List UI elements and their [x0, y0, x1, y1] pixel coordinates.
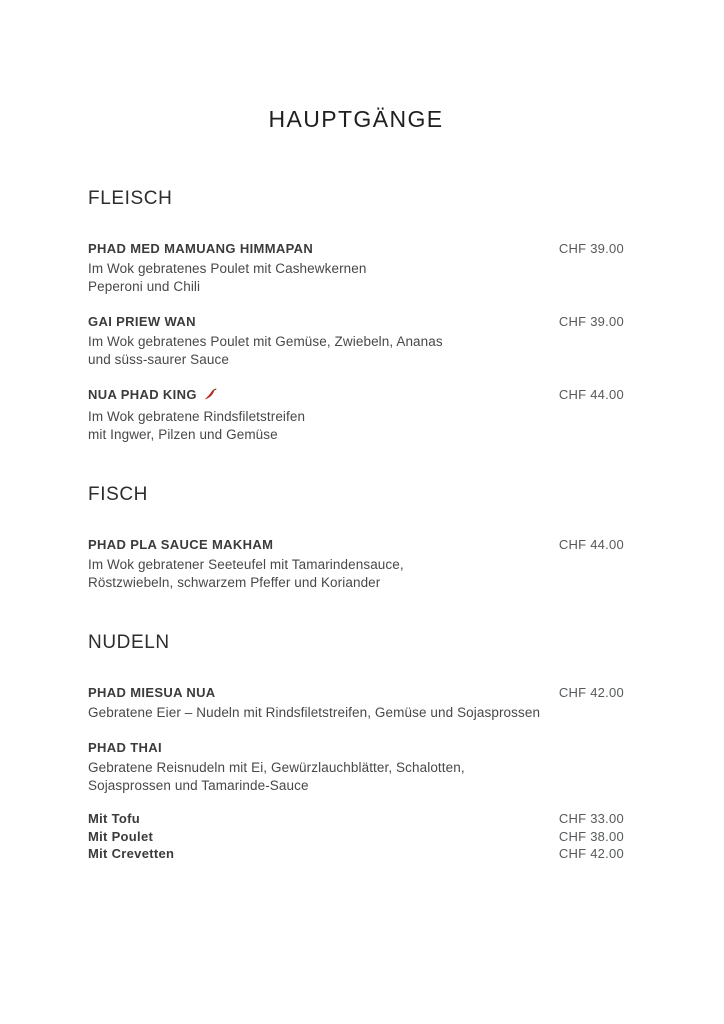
item-name [88, 739, 162, 757]
item-name-text: GAI PRIEW WAN [88, 314, 196, 329]
variant-label: Mit Tofu [88, 811, 140, 826]
item-description [88, 704, 624, 722]
variant-label: Mit Poulet [88, 828, 154, 844]
item-description-line: Im Wok gebratene Rindsfiletstreifen [88, 409, 306, 424]
item-price: CHF 44.00 [558, 537, 624, 552]
item-name-text: PHAD MED MAMUANG HIMMAPAN [88, 241, 314, 256]
page-title: HAUPTGÄNGE [268, 106, 444, 132]
menu-item [88, 313, 624, 369]
item-description-line: Gebratene Eier – Nudeln mit Rindsfiletstreifen, Gemüse und Sojasprossen [88, 705, 541, 720]
item-description [88, 408, 624, 444]
variant-label: Mit Crevetten [88, 846, 175, 861]
menu-item-row [88, 536, 624, 554]
item-name [88, 313, 196, 331]
item-description-line: Im Wok gebratenes Poulet mit Cashewkernen [88, 261, 367, 276]
item-description-line: Peperoni und Chili [88, 279, 201, 294]
variant-price: CHF 42.00 [558, 846, 624, 861]
item-price: CHF 39.00 [558, 241, 624, 256]
item-description [88, 556, 624, 592]
menu-item-row [88, 240, 624, 258]
item-description [88, 260, 624, 296]
item-price: CHF 42.00 [558, 685, 624, 700]
menu-sections [88, 189, 624, 863]
item-name-text: PHAD THAI [88, 740, 162, 755]
variant-row [88, 845, 624, 863]
section-heading: FISCH [88, 484, 148, 505]
item-description-line: Gebratene Reisnudeln mit Ei, Gewürzlauchblätter, Schalotten, [88, 760, 465, 775]
menu-item [88, 536, 624, 592]
item-description-line: Sojasprossen und Tamarinde-Sauce [88, 778, 309, 793]
menu-item-row [88, 386, 624, 406]
item-name [88, 536, 273, 554]
variant-row [88, 828, 624, 846]
item-name-text: PHAD PLA SAUCE MAKHAM [88, 537, 274, 552]
section-heading: FLEISCH [88, 188, 173, 209]
item-price: CHF 39.00 [558, 314, 624, 329]
chili-pepper-icon [203, 387, 217, 406]
variant-price: CHF 33.00 [558, 811, 624, 826]
menu-section [88, 633, 624, 863]
item-description [88, 333, 624, 369]
item-description-line: mit Ingwer, Pilzen und Gemüse [88, 427, 278, 442]
menu-section [88, 189, 624, 444]
item-description-line: Im Wok gebratenes Poulet mit Gemüse, Zwiebeln, Ananas [88, 334, 443, 349]
menu-section [88, 485, 624, 592]
menu-item [88, 739, 624, 863]
item-price: CHF 44.00 [558, 387, 624, 402]
section-heading: NUDELN [88, 632, 170, 653]
item-description-line: Im Wok gebratener Seeteufel mit Tamarindensauce, [88, 557, 404, 572]
variant-row [88, 810, 624, 828]
item-name [88, 386, 217, 406]
item-description-line: und süss-saurer Sauce [88, 352, 229, 367]
menu-item [88, 386, 624, 444]
menu-item-row [88, 684, 624, 702]
menu-item [88, 684, 624, 722]
item-name [88, 240, 313, 258]
menu-item [88, 240, 624, 296]
menu-item-row [88, 739, 624, 757]
variant-price: CHF 38.00 [558, 828, 624, 844]
section-items [88, 536, 624, 592]
item-name-text: NUA PHAD KING [88, 387, 197, 402]
item-name [88, 684, 216, 702]
section-items [88, 240, 624, 444]
item-description [88, 759, 624, 795]
item-variants [88, 810, 624, 863]
section-items [88, 684, 624, 863]
item-description-line: Röstzwiebeln, schwarzem Pfeffer und Koriander [88, 575, 381, 590]
item-name-text: PHAD MIESUA NUA [88, 685, 216, 700]
menu-item-row [88, 313, 624, 331]
